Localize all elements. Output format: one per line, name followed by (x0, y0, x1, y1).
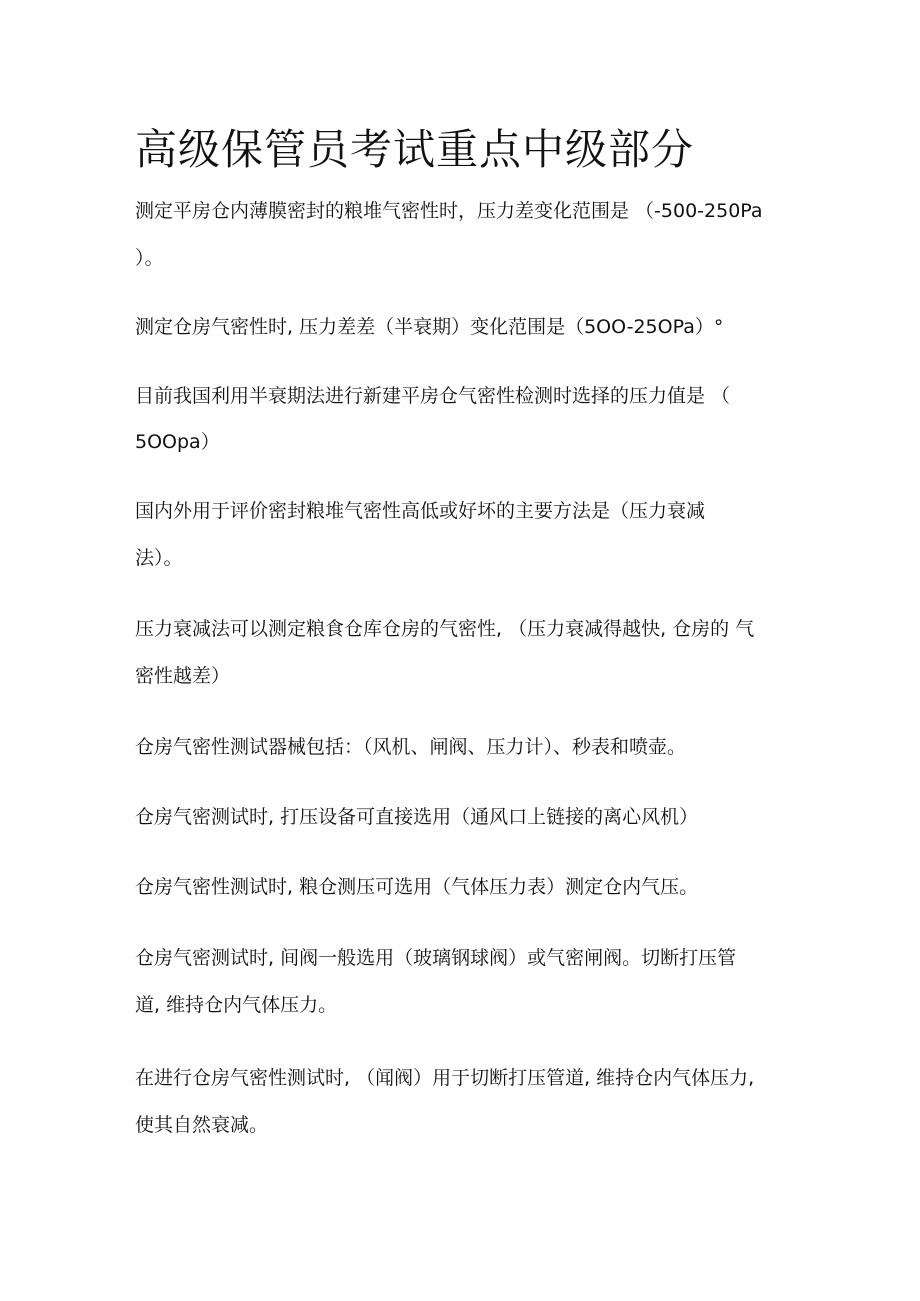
paragraph-10 (135, 1066, 754, 1137)
paragraph-line: 目前我国利用半衰期法进行新建平房仓气密性检测时选择的压力值是 （ (135, 385, 731, 407)
paragraph-5 (135, 617, 754, 688)
paragraph-2 (135, 315, 723, 339)
paragraph-line: 5OOpa） (135, 431, 220, 453)
paragraph-line: 测定平房仓内薄膜密封的粮堆气密性时，压力差变化范围是 （-500-250Pa (135, 200, 763, 222)
paragraph-line: ）。 (135, 247, 164, 269)
paragraph-4 (135, 499, 705, 570)
paragraph-line: 国内外用于评价密封粮堆气密性高低或好坏的主要方法是（压力衰减 (135, 500, 706, 522)
paragraph-line: 仓房气密测试时, 打压设备可直接选用（通风口上链接的离心风机） (135, 806, 699, 828)
paragraph-9 (135, 946, 736, 1017)
paragraph-line: 在进行仓房气密性测试时, （闻阀）用于切断打压管道, 维持仓内气体压力, (135, 1067, 755, 1089)
paragraph-line: 密性越差） (135, 665, 231, 687)
paragraph-line: 法）。 (135, 547, 183, 569)
paragraph-line: 使其自然衰减。 (135, 1114, 269, 1136)
paragraph-6 (135, 735, 686, 759)
paragraph-line: 压力衰减法可以测定粮食仓库仓房的气密性, （压力衰减得越快, 仓房的 气 (135, 618, 755, 640)
paragraph-line: 仓房气密测试时, 间阀一般选用（玻璃钢球阀）或气密闸阀。切断打压管 (135, 947, 737, 969)
paragraph-7 (135, 805, 698, 829)
paragraph-1 (135, 199, 763, 270)
paragraph-line: 仓房气密性测试时, 粮仓测压可选用（气体压力表）测定仓内气压。 (135, 876, 699, 898)
paragraph-3 (135, 384, 730, 454)
paragraph-line: 道, 维持仓内气体压力。 (135, 994, 338, 1016)
paragraph-8 (135, 875, 698, 899)
document-title: 高级保管员考试重点中级部分 (135, 125, 695, 174)
paragraph-line: 仓房气密性测试器械包括：（风机、闸阀、压力计）、秒表和喷壶。 (135, 736, 687, 758)
paragraph-line: 测定仓房气密性时, 压力差差（半衰期）变化范围是（5OO-25OPa）° (135, 316, 724, 338)
